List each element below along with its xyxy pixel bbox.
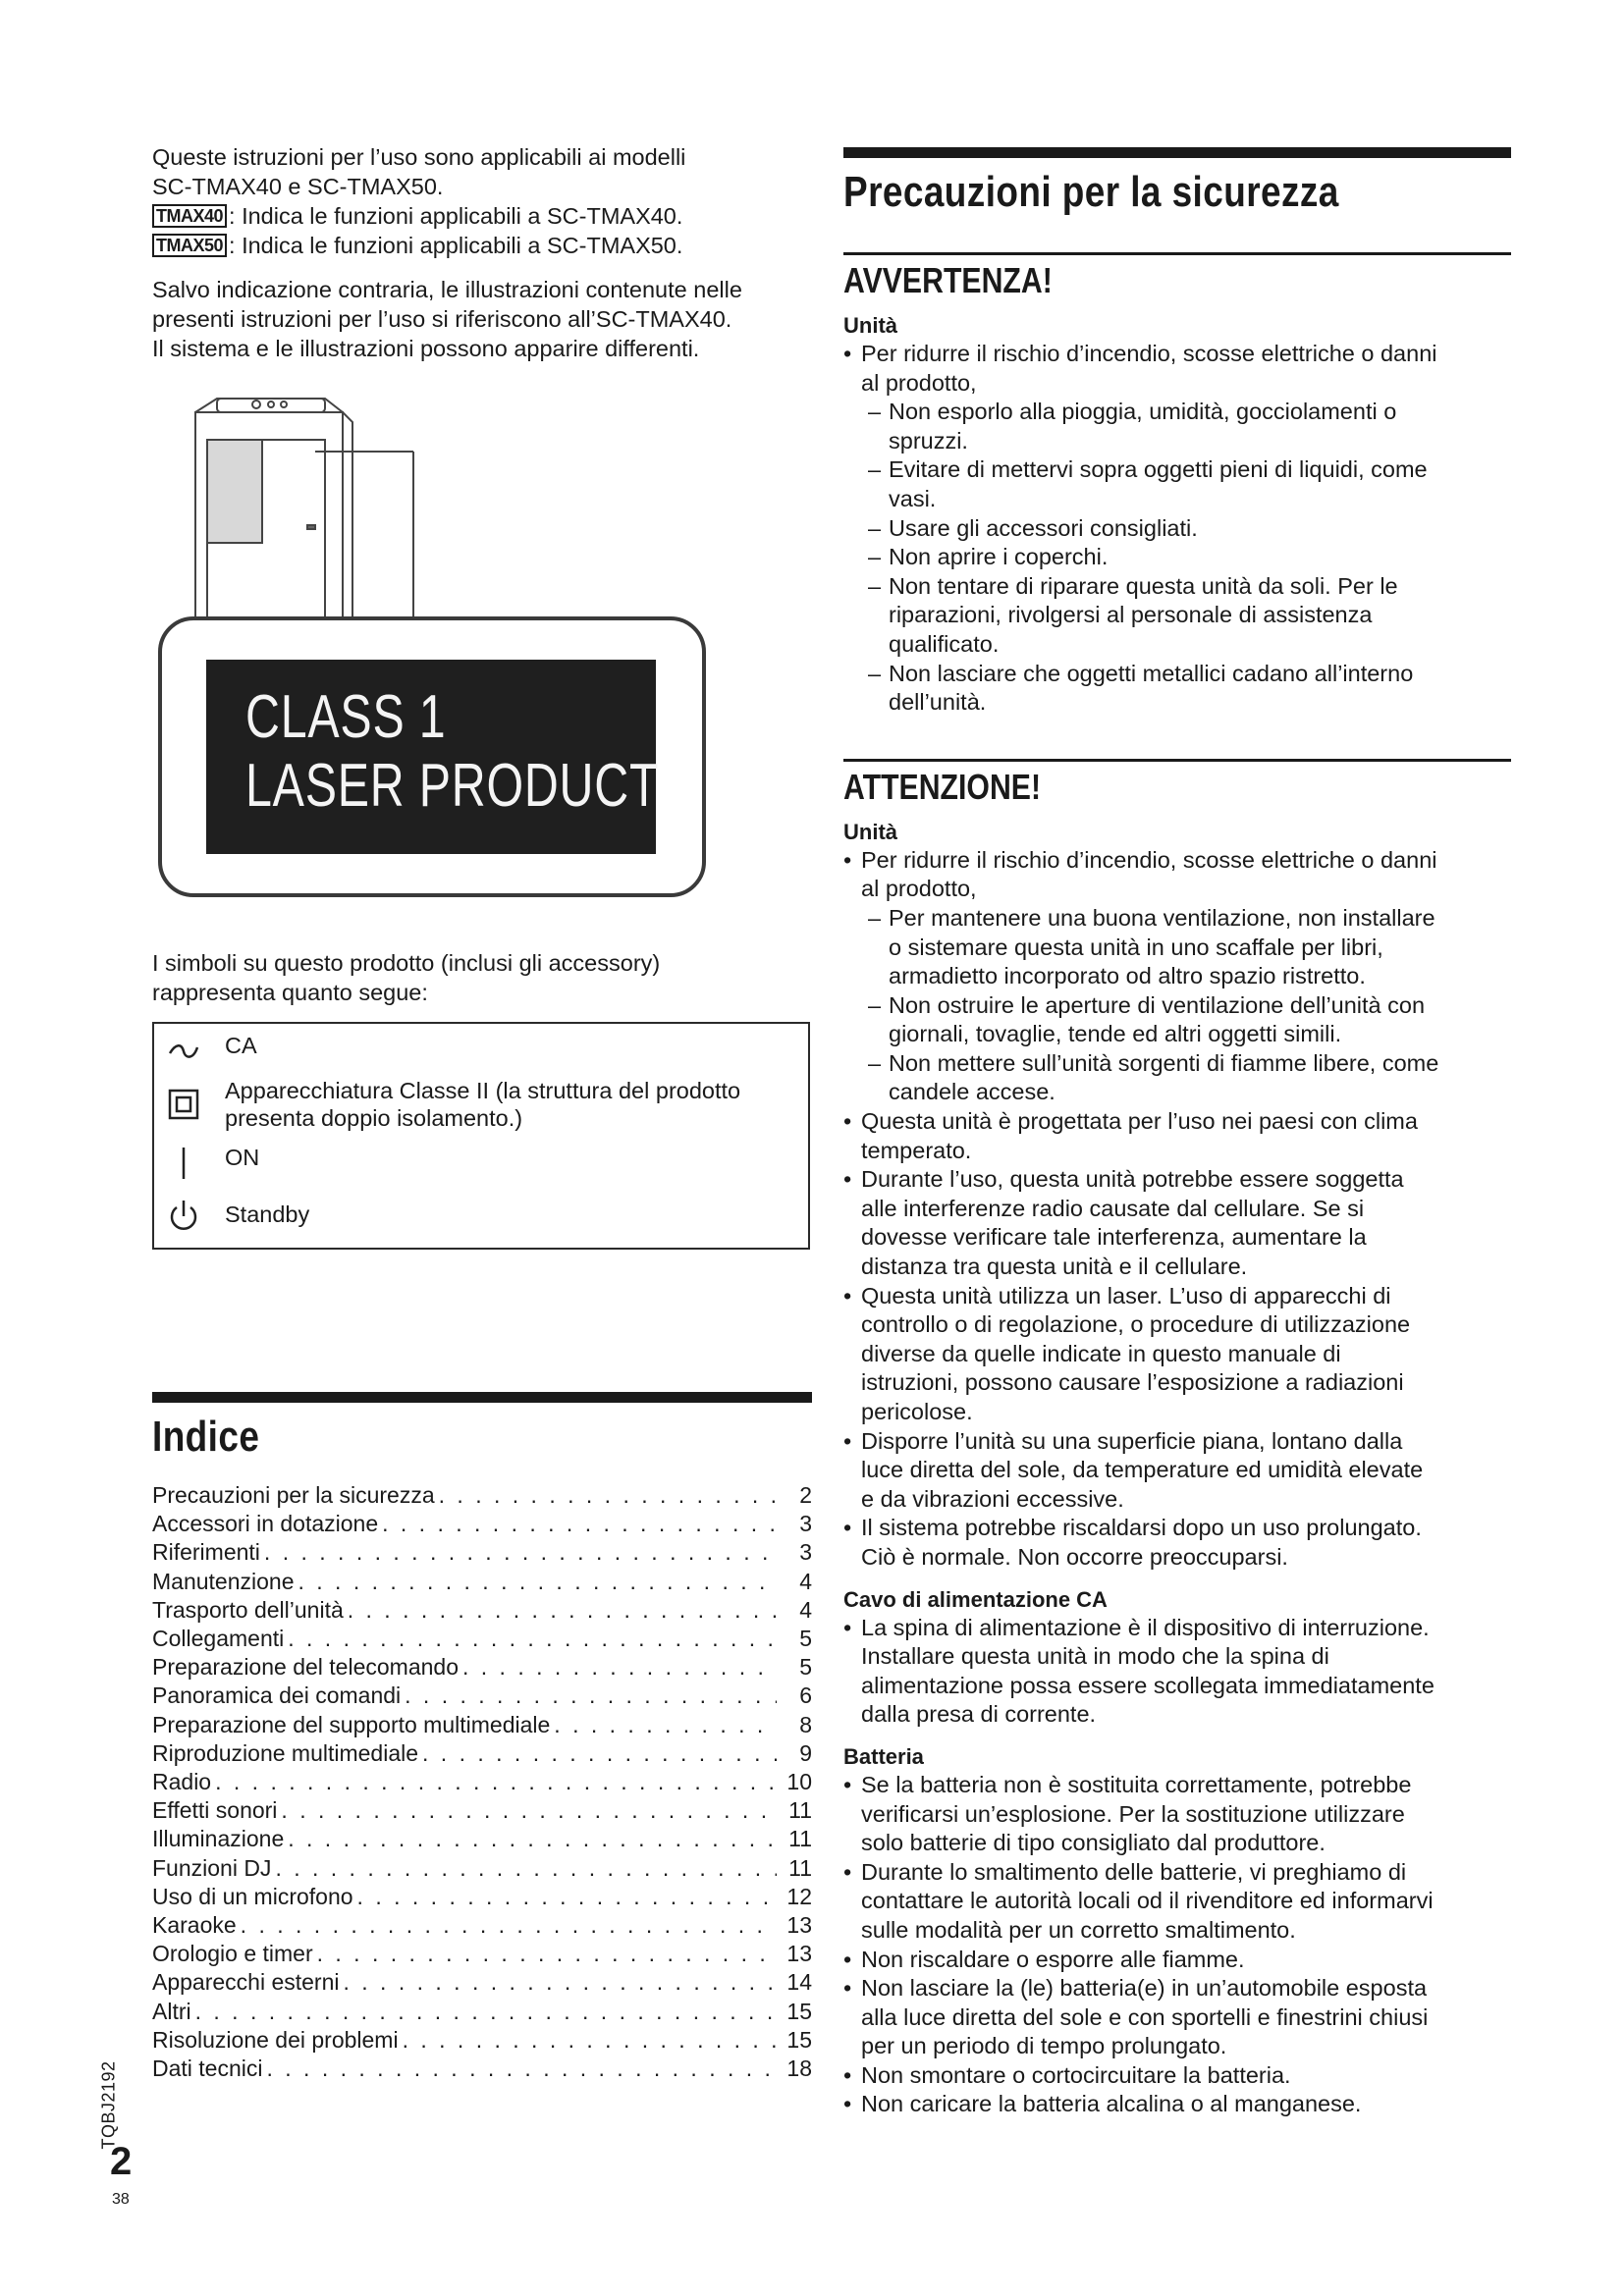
warning-dash-item-line: dell’unità. [889, 689, 987, 716]
index-entry-title: Illuminazione [152, 1826, 285, 1852]
index-entry-leader [344, 1596, 777, 1625]
intro-para2-line-3: Il sistema e le illustrazioni possono apparire differenti. [152, 336, 700, 361]
battery-bullet-item [843, 1858, 1511, 1946]
warning-dash-item-line: spruzzi. [889, 427, 968, 454]
page-sub-number: 38 [112, 2191, 130, 2208]
laser-class-label [158, 616, 706, 897]
index-entry [152, 1682, 812, 1710]
index-entry-title: Radio [152, 1769, 212, 1795]
index-entry-title: Uso di un microfono [152, 1883, 353, 1909]
model-desc-50: : Indica le funzioni applicabili a SC-TMAX50. [229, 233, 683, 258]
ac-cable-bullet-item-line: Installare questa unità in modo che la spina di [861, 1643, 1329, 1670]
caution-bullet-item [843, 1165, 1511, 1281]
index-entry [152, 1768, 812, 1796]
index-entry-title: Risoluzione dei problemi [152, 2026, 399, 2053]
caution-dash-item-line: candele accese. [889, 1079, 1056, 1105]
index-entry-leader [277, 1796, 777, 1825]
warning-dash-list [843, 398, 1511, 718]
warning-rule [843, 252, 1511, 255]
battery-bullet-item-line: sulle modalità per un corretto smaltimento. [861, 1916, 1296, 1943]
warning-dash-item-line: – Non tentare di riparare questa unità da soli. Per le [889, 572, 1398, 599]
caution-bullet-item-line: diverse da quelle indicate in questo manuale di [861, 1340, 1341, 1366]
index-entry-page: 15 [786, 2026, 812, 2053]
caution-bullet-item [843, 1427, 1511, 1515]
index-entry-page: 13 [786, 1941, 812, 1967]
symbols-table [152, 1022, 810, 1250]
index-entry [152, 1796, 812, 1825]
index-entry-title: Riferimenti [152, 1539, 260, 1566]
caution-dash-item-line: – Per mantenere una buona ventilazione, non installare [889, 904, 1435, 931]
index-entry-title: Accessori in dotazione [152, 1511, 379, 1537]
index-entry [152, 1968, 812, 1997]
caution-sub: Unità [843, 819, 897, 844]
warning-dash-item [843, 514, 1511, 544]
caution-dash-item [843, 904, 1511, 991]
index-entry-page: 4 [799, 1568, 812, 1594]
battery-bullet-item-line: alla luce diretta del sole e con sportelli e finestrini chiusi [861, 2003, 1429, 2030]
index-entry-leader [284, 1825, 777, 1853]
left-column [152, 142, 812, 2082]
standby-power-icon [166, 1199, 201, 1234]
index-entry-title: Dati tecnici [152, 2056, 263, 2082]
index-entry-page: 3 [799, 1511, 812, 1537]
battery-bullet-item [843, 1771, 1511, 1858]
index-entry-title: Altri [152, 1998, 191, 2024]
class-ii-icon [166, 1087, 201, 1122]
warning-dash-item-line: riparazioni, rivolgersi al personale di assistenza [889, 602, 1373, 628]
warning-dash-item-line: vasi. [889, 485, 937, 511]
caution-bullet-item-line: • Il sistema potrebbe riscaldarsi dopo un uso prolungato. [861, 1515, 1422, 1541]
index-rule [152, 1392, 812, 1403]
index-entry [152, 1883, 812, 1911]
index-entry-page: 4 [799, 1596, 812, 1623]
index-entry-page: 14 [786, 1969, 812, 1996]
index-entry-leader [435, 1481, 777, 1510]
index-entry-title: Riproduzione multimediale [152, 1739, 419, 1766]
index-entry-title: Effetti sonori [152, 1797, 278, 1824]
caution-bullet-item-line: • Questa unità utilizza un laser. L’uso di apparecchi di [861, 1282, 1391, 1308]
caution-bullet-item-line: temperato. [861, 1137, 972, 1163]
index-entry-page: 12 [786, 1883, 812, 1909]
page-number: 2 [110, 2140, 133, 2183]
caution-bullet-item-line: distanza tra questa unità e il cellulare. [861, 1254, 1248, 1280]
index-entry-leader [237, 1911, 777, 1940]
battery-bullet-item-line: • Non riscaldare o esporre alle fiamme. [861, 1946, 1245, 1972]
warning-dash-item-line: – Evitare di mettervi sopra oggetti pieni di liquidi, come [889, 456, 1428, 483]
index-entry [152, 1568, 812, 1596]
warning-dash-item [843, 455, 1511, 513]
battery-bullet-item [843, 1946, 1511, 1975]
index-entry [152, 1653, 812, 1682]
caution-bullet [843, 846, 1511, 904]
battery-bullet-item [843, 2090, 1511, 2119]
laser-class-plate [206, 660, 660, 854]
right-column [843, 147, 1511, 2119]
warning-bullet-line-2: al prodotto, [861, 369, 977, 396]
caution-bullet-item-line: alle interferenze radio causate dal cellulare. Se si [861, 1195, 1365, 1221]
symbols-intro-line-2: rappresenta quanto segue: [152, 980, 428, 1005]
index-entry-leader [313, 1940, 777, 1968]
warning-dash-item-line: – Non lasciare che oggetti metallici cadano all’interno [889, 660, 1414, 686]
index-entry-title: Precauzioni per la sicurezza [152, 1482, 435, 1508]
index-entry-page: 11 [788, 1854, 812, 1881]
index-entry [152, 1481, 812, 1510]
warning-dash-item [843, 660, 1511, 718]
battery-heading: Batteria [843, 1743, 924, 1769]
speaker-unit-illustration [178, 393, 551, 628]
warning-dash-item-line: – Non esporlo alla pioggia, umidità, gocciolamenti o [889, 399, 1397, 425]
index-entry-title: Trasporto dell’unità [152, 1596, 344, 1623]
index-entry [152, 1998, 812, 2026]
index-entry-leader [401, 1682, 777, 1710]
index-entry-title: Karaoke [152, 1912, 237, 1939]
battery-bullet-item-line: per un periodo di tempo prolungato. [861, 2033, 1227, 2059]
index-entry-page: 2 [799, 1482, 812, 1508]
warning-dash-item [843, 543, 1511, 572]
battery-bullet-item-line: • Se la batteria non è sostituita correttamente, potrebbe [861, 1771, 1412, 1797]
index-entry-leader [378, 1510, 777, 1538]
index-entry [152, 1538, 812, 1567]
index-title: Indice [152, 1413, 260, 1461]
intro-para2-line-2: presenti istruzioni per l’uso si riferiscono all’SC-TMAX40. [152, 306, 732, 332]
battery-bullet-item-line: • Non smontare o cortocircuitare la batteria. [861, 2061, 1291, 2088]
caution-bullet-item-line: • Disporre l’unità su una superficie piana, lontano dalla [861, 1427, 1403, 1454]
index-entry [152, 1510, 812, 1538]
index-entry-leader [211, 1768, 777, 1796]
index-entry-title: Manutenzione [152, 1568, 295, 1594]
safety-rule [843, 147, 1511, 158]
index-entry-page: 15 [786, 1998, 812, 2024]
symbol-class-ii-text-2: presenta doppio isolamento.) [225, 1105, 523, 1131]
model-tag-tmax40: TMAX40 [152, 204, 227, 228]
index-entry-leader [191, 1998, 777, 2026]
caution-bullet-item [843, 1514, 1511, 1572]
index-entry [152, 2055, 812, 2083]
warning-sub: Unità [843, 313, 897, 338]
symbol-standby-text: Standby [225, 1201, 310, 1227]
index-entry-title: Apparecchi esterni [152, 1969, 340, 1996]
index-entry-page: 6 [799, 1682, 812, 1709]
index-entry-title: Panoramica dei comandi [152, 1682, 402, 1709]
index-entry-page: 9 [799, 1739, 812, 1766]
ac-tilde-icon [166, 1034, 201, 1069]
caution-dash-item [843, 1049, 1511, 1107]
model-desc-40: : Indica le funzioni applicabili a SC-TMAX40. [229, 203, 683, 229]
symbols-intro-line-1: I simboli su questo prodotto (inclusi gli accessory) [152, 950, 661, 976]
caution-dash-item-line: giornali, tovaglie, tende ed altri oggetti simili. [889, 1021, 1342, 1047]
index-entry-leader [459, 1653, 777, 1682]
model-line-40 [152, 201, 812, 231]
caution-dash-item-line: – Non ostruire le aperture di ventilazione dell’unità con [889, 991, 1426, 1018]
index-entry [152, 1825, 812, 1853]
caution-bullet-line-1: • Per ridurre il rischio d’incendio, scosse elettriche o danni [861, 846, 1437, 873]
safety-title: Precauzioni per la sicurezza [843, 168, 1339, 216]
caution-dash-item [843, 991, 1511, 1049]
caution-bullet-item-line: e da vibrazioni eccessive. [861, 1485, 1124, 1512]
ac-cable-bullet-item [843, 1614, 1511, 1730]
index-entry-title: Orologio e timer [152, 1941, 313, 1967]
ac-cable-bullet-item-line: alimentazione possa essere scollegata immediatamente [861, 1672, 1435, 1698]
ac-cable-bullet-item-line: • La spina di alimentazione è il dispositivo di interruzione. [861, 1614, 1430, 1640]
ac-cable-heading: Cavo di alimentazione CA [843, 1586, 1108, 1612]
index-entry-page: 11 [788, 1797, 812, 1824]
index-entry-leader [340, 1968, 778, 1997]
battery-bullet-item-line: contattare le autorità locali od il rivenditore ed informarvi [861, 1888, 1434, 1914]
index-list [152, 1481, 812, 2083]
on-line-icon [166, 1146, 201, 1181]
laser-class-line-2: LASER PRODUCT [245, 752, 660, 820]
index-entry-title: Collegamenti [152, 1626, 285, 1652]
index-entry-page: 8 [799, 1711, 812, 1737]
caution-bullet-item-line: • Questa unità è progettata per l’uso nei paesi con clima [861, 1108, 1418, 1135]
battery-bullet-item-line: • Durante lo smaltimento delle batterie, vi preghiamo di [861, 1858, 1407, 1885]
index-entry-leader [284, 1625, 777, 1653]
caution-bullet-item [843, 1282, 1511, 1427]
index-entry-title: Preparazione del telecomando [152, 1654, 459, 1681]
battery-bullet-item-line: • Non caricare la batteria alcalina o al manganese. [861, 2091, 1362, 2117]
index-entry [152, 1940, 812, 1968]
intro-para2-line-1: Salvo indicazione contraria, le illustrazioni contenute nelle [152, 277, 742, 302]
index-entry [152, 1625, 812, 1653]
laser-illustration [158, 393, 708, 903]
index-entry [152, 1911, 812, 1940]
battery-bullet-item [843, 1974, 1511, 2061]
symbol-on-text: ON [225, 1145, 260, 1170]
ac-cable-bullet-list [843, 1614, 1511, 1730]
index-entry-leader [295, 1568, 778, 1596]
caution-heading: ATTENZIONE! [843, 766, 1042, 807]
warning-heading: AVVERTENZA! [843, 260, 1053, 300]
index-entry-page: 18 [786, 2056, 812, 2082]
warning-dash-item [843, 572, 1511, 660]
index-entry [152, 1596, 812, 1625]
caution-rule [843, 759, 1511, 762]
index-entry-leader [550, 1711, 777, 1739]
index-entry [152, 1854, 812, 1883]
index-entry-title: Funzioni DJ [152, 1854, 272, 1881]
caution-bullet-item [843, 1107, 1511, 1165]
battery-bullet-item-line: verificarsi un’esplosione. Per la sostituzione utilizzare [861, 1800, 1405, 1827]
caution-bullet-item-line: istruzioni, possono causare l’esposizione a radiazioni [861, 1369, 1404, 1396]
index-entry [152, 1711, 812, 1739]
warning-dash-item-line: – Usare gli accessori consigliati. [889, 514, 1198, 541]
caution-dash-item-line: armadietto incorporato od altro spazio ristretto. [889, 963, 1366, 989]
caution-bullet-item-line: controllo o di regolazione, o procedure di utilizzazione [861, 1311, 1411, 1338]
caution-bullet-item-line: • Durante l’uso, questa unità potrebbe essere soggetta [861, 1166, 1404, 1193]
battery-bullet-list [843, 1771, 1511, 2119]
symbol-ac-text: CA [225, 1033, 257, 1058]
index-entry-page: 5 [799, 1654, 812, 1681]
caution-dash-item-line: o sistemare questa unità in uno scaffale per libri, [889, 934, 1383, 960]
caution-dash-list [843, 904, 1511, 1107]
index-entry [152, 2026, 812, 2055]
index-entry-leader [260, 1538, 777, 1567]
index-entry-page: 5 [799, 1626, 812, 1652]
index-entry-leader [353, 1883, 777, 1911]
laser-class-line-1: CLASS 1 [245, 683, 447, 751]
index-entry-title: Preparazione del supporto multimediale [152, 1711, 551, 1737]
caution-bullet-list [843, 1107, 1511, 1573]
warning-bullet-line-1: • Per ridurre il rischio d’incendio, scosse elettriche o danni [861, 341, 1437, 366]
caution-dash-item-line: – Non mettere sull’unità sorgenti di fiamme libere, come [889, 1049, 1439, 1076]
intro-line-2: SC-TMAX40 e SC-TMAX50. [152, 174, 444, 199]
index-entry-page: 3 [799, 1539, 812, 1566]
warning-dash-item [843, 398, 1511, 455]
caution-bullet-item-line: luce diretta del sole, da temperature ed umidità elevate [861, 1457, 1424, 1483]
index-entry-leader [262, 2055, 777, 2083]
model-tag-tmax50: TMAX50 [152, 234, 227, 257]
model-line-50 [152, 231, 812, 260]
ac-cable-bullet-item-line: dalla presa di corrente. [861, 1701, 1097, 1728]
battery-bullet-item-line: • Non lasciare la (le) batteria(e) in un’automobile esposta [861, 1975, 1428, 2002]
index-entry-leader [271, 1854, 777, 1883]
symbol-class-ii-text-1: Apparecchiatura Classe II (la struttura del prodotto [225, 1078, 741, 1103]
caution-bullet-item-line: pericolose. [861, 1399, 973, 1424]
index-entry-page: 11 [788, 1826, 812, 1852]
caution-bullet-line-2: al prodotto, [861, 876, 977, 902]
intro-line-1: Queste istruzioni per l’uso sono applicabili ai modelli [152, 144, 686, 170]
doc-code-text: TQBJ2192 [98, 2060, 119, 2150]
index-entry-page: 10 [786, 1769, 812, 1795]
symbols-intro [152, 948, 812, 1007]
index-entry-leader [399, 2026, 777, 2055]
index-section [152, 1392, 812, 2083]
battery-bullet-item-line: solo batterie di tipo consigliato dal produttore. [861, 1830, 1326, 1856]
warning-dash-item-line: qualificato. [889, 630, 1000, 657]
warning-bullet [843, 340, 1511, 398]
warning-dash-item-line: – Non aprire i coperchi. [889, 544, 1109, 570]
index-entry-leader [418, 1739, 777, 1768]
index-entry-page: 13 [786, 1912, 812, 1939]
battery-bullet-item [843, 2061, 1511, 2091]
caution-bullet-item-line: dovesse verificare tale interferenza, aumentare la [861, 1224, 1367, 1251]
index-entry [152, 1739, 812, 1768]
caution-bullet-item-line: Ciò è normale. Non occorre preoccuparsi. [861, 1543, 1288, 1570]
